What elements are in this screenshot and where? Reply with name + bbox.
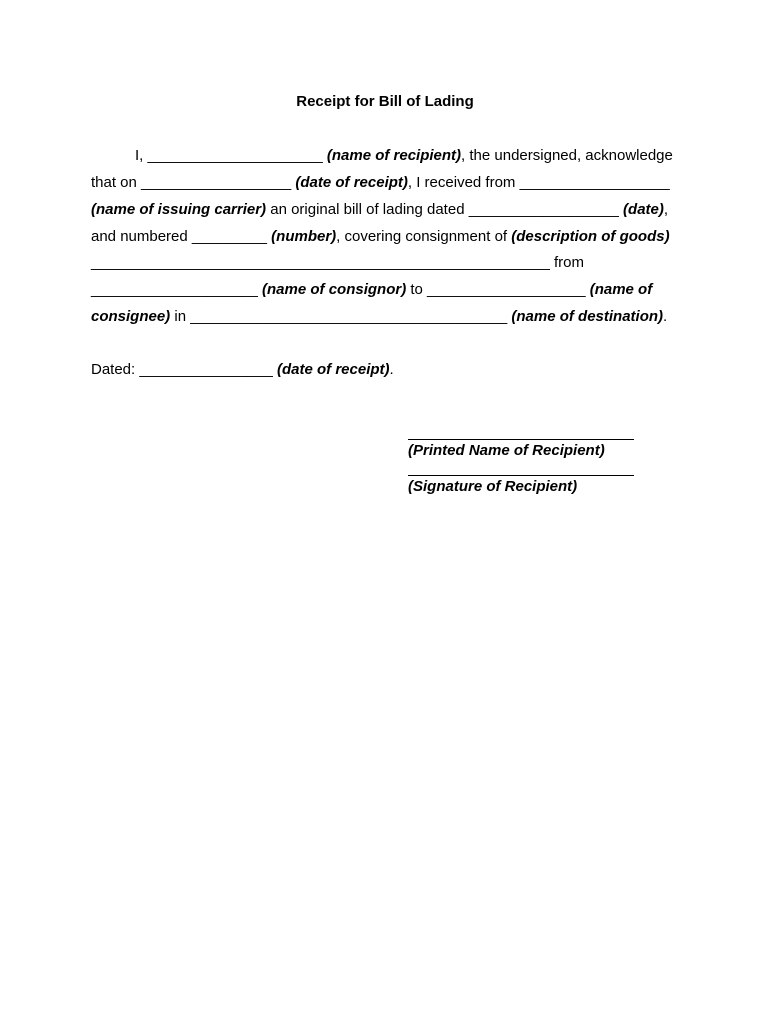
- field-hint: (description of goods): [511, 228, 670, 245]
- field-hint: (date): [623, 201, 664, 218]
- para-line-6: [91, 280, 652, 300]
- field-hint: (date of receipt): [277, 361, 390, 378]
- field-hint: (name of: [589, 281, 653, 298]
- line-text: , covering consignment of: [336, 228, 512, 245]
- printed-name-label: (Printed Name of Recipient): [408, 442, 605, 459]
- field-hint: (name of recipient): [326, 147, 462, 164]
- signature-label: (Signature of Recipient): [408, 478, 578, 495]
- signature-block: [408, 475, 634, 497]
- line-text: .: [663, 308, 668, 325]
- line-text: that on __________________: [91, 174, 296, 191]
- para-line-7: [91, 307, 667, 327]
- para-line-4: [91, 227, 670, 247]
- field-hint: (name of consignor): [262, 281, 407, 298]
- printed-name-line: [408, 439, 634, 440]
- line-text: ,: [663, 201, 669, 218]
- field-hint: (number): [271, 228, 337, 245]
- dated-line: [91, 360, 394, 380]
- line-text: to ___________________: [406, 281, 590, 298]
- para-line-2: [91, 173, 670, 193]
- line-text: _______________________________________________________ from: [91, 254, 584, 271]
- field-hint: (date of receipt): [295, 174, 408, 191]
- field-hint: (name of destination): [511, 308, 664, 325]
- line-text: an original bill of lading dated __________________: [266, 201, 624, 218]
- signature-line: [408, 475, 634, 476]
- line-text: in ______________________________________: [170, 308, 512, 325]
- para-line-3: [91, 200, 668, 220]
- line-text: .: [389, 361, 394, 378]
- document-title: Receipt for Bill of Lading: [296, 93, 474, 110]
- para-line-5: [91, 253, 584, 273]
- printed-name-block: [408, 439, 634, 461]
- line-text: , I received from __________________: [407, 174, 670, 191]
- line-text: , the undersigned, acknowledge: [461, 147, 673, 164]
- line-text: I, _____________________: [135, 147, 327, 164]
- line-text: and numbered _________: [91, 228, 272, 245]
- line-text: Dated: ________________: [91, 361, 278, 378]
- line-text: ____________________: [91, 281, 263, 298]
- para-line-1: [135, 146, 673, 166]
- field-hint: consignee): [91, 308, 171, 325]
- field-hint: (name of issuing carrier): [91, 201, 267, 218]
